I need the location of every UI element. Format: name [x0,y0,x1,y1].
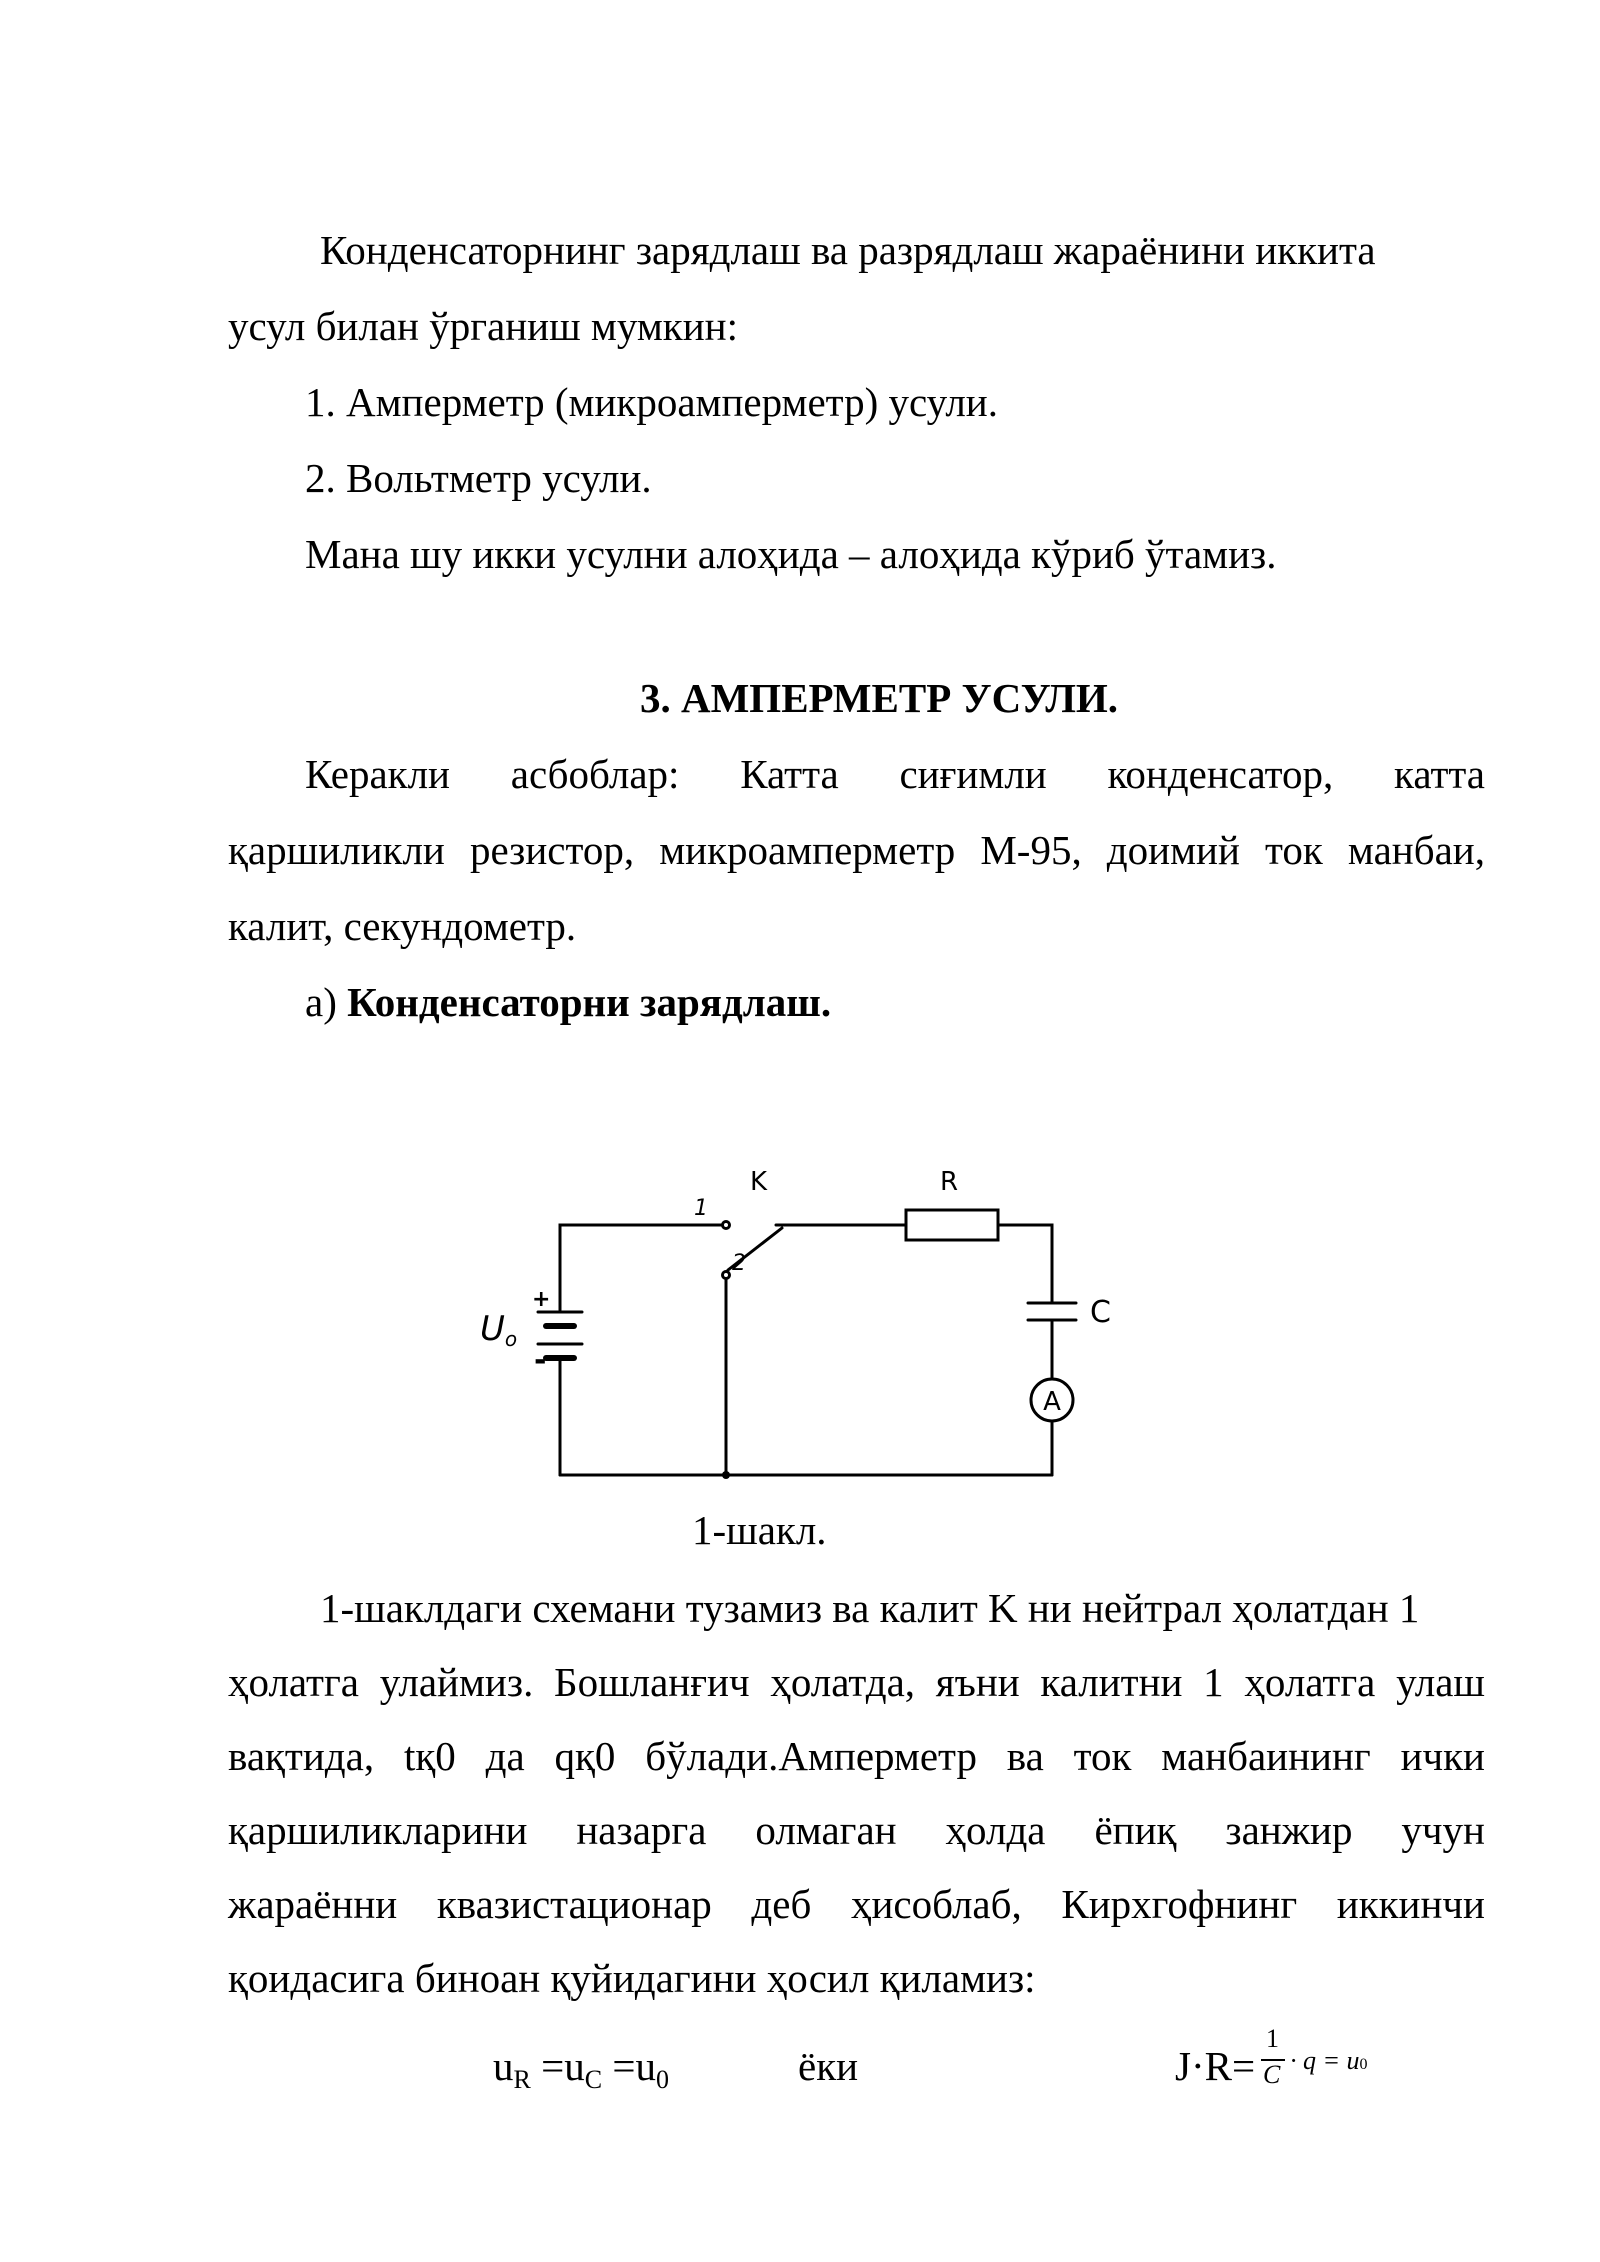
body-line-2: ҳолатга улаймиз. Бошланғич ҳолатда, яъни калитни 1 ҳолатга улаш [228,1659,1485,1705]
formula-tail-text: · q = u [1290,2046,1360,2075]
label-voltage-u-sub: o [504,1327,518,1351]
equipment-line-3: калит, секундометр. [228,903,577,949]
body-line-6: қоидасига биноан қуйидагини ҳосил қиламиз: [228,1955,1036,2001]
label-ammeter-a: A [1043,1387,1061,1417]
equipment-line-2: қаршиликли резистор, микроамперметр М-95, доимий ток манбаи, [228,827,1485,873]
list-item-2: 2. Вольтметр усули. [305,455,652,501]
list-item-1: 1. Амперметр (микроамперметр) усули. [305,379,998,425]
wire-top-left [560,1225,722,1250]
intro-line-1: Конденсаторнинг зарядлаш ва разрядлаш жараёнини иккита [320,227,1376,273]
label-resistor-r: R [940,1167,959,1197]
intro-line-3: Мана шу икки усулни алоҳида – алоҳида кўриб ўтамиз. [305,531,1277,577]
resistor-r [906,1210,998,1240]
formula-u3: u [635,2043,656,2089]
formula-right: J·R= [1175,2043,1256,2089]
label-terminal-1: 1 [694,1196,708,1221]
circuit-diagram [470,1160,1170,1520]
switch-terminal-1 [723,1222,730,1229]
formula-eq1: = [541,2043,565,2089]
body-line-5: жараённи квазистационар деб ҳисоблаб, Кирхгофнинг иккинчи [228,1881,1485,1927]
label-terminal-2: 2 [732,1251,746,1276]
formula-fraction-denominator: C [1263,2060,1281,2089]
formula-or: ёки [798,2043,859,2089]
body-line-4: қаршиликларини назарга олмаган ҳолда ёпиқ занжир учун [228,1807,1485,1853]
label-voltage-u-main: U [480,1309,505,1349]
body-line-1: 1-шаклдаги схемани тузамиз ва калит K ни нейтрал ҳолатдан 1 [320,1585,1420,1631]
formula-eq2: = [612,2043,636,2089]
label-battery-plus: + [532,1287,551,1312]
junction-dot [722,1471,730,1479]
label-voltage-u [480,1309,517,1351]
formula-u2: u [564,2043,585,2089]
equipment-line-1: Керакли асбоблар: Катта сиғимли конденсатор, катта [305,751,1485,797]
switch-terminal-2 [723,1272,730,1279]
section-heading: 3. АМПЕРМЕТР УСУЛИ. [640,675,1119,721]
subsection-title [305,978,831,1026]
formula-tail-sub: 0 [1359,2056,1368,2073]
formula-right-tail [1290,2046,1368,2076]
formula-fraction-numerator: 1 [1266,2024,1279,2053]
label-battery-minus: - [534,1343,547,1378]
intro-line-2: усул билан ўрганиш мумкин: [228,303,738,349]
wire-resistor-to-capacitor [998,1225,1052,1303]
formula-sub-c: C [584,2065,603,2094]
label-capacitor-c: C [1090,1295,1111,1330]
figure-caption: 1-шакл. [692,1507,827,1553]
subsection-name: Конденсаторни зарядлаш. [347,979,832,1025]
formula-sub-0: 0 [655,2065,669,2094]
label-switch-k: K [750,1167,768,1197]
formula-u1: u [493,2043,514,2089]
formula-left [493,2042,669,2104]
subsection-prefix: a) [305,979,337,1025]
body-line-3: вақтида, tқ0 да qқ0 бўлади.Амперметр ва ток манбаининг ички [228,1733,1485,1779]
formula-sub-r: R [513,2065,531,2094]
